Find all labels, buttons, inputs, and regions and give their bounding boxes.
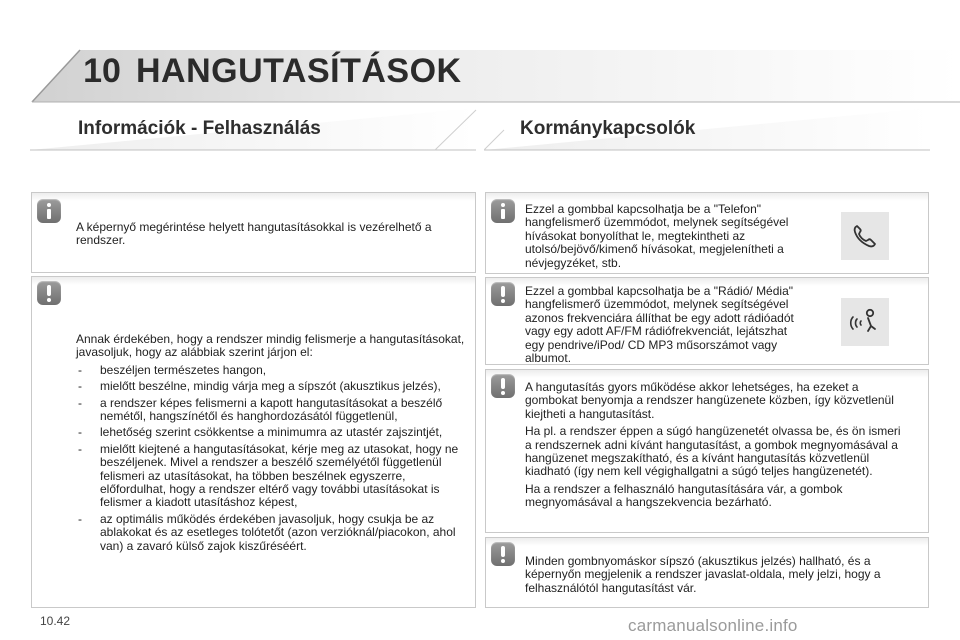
phone-icon (841, 212, 889, 260)
list-item: - az optimális működés érdekében javasoljuk, hogy csukja be az ablakokat és az esetleges tolótetőt (azon verzióknál/piacokon, ahol van) a zavaró külső zajok kiszűréséért. (76, 513, 472, 553)
voice-command-icon (841, 298, 889, 346)
paragraph: Ha pl. a rendszer éppen a súgó hangüzenetét olvassa be, és ön ismeri a rendszernek adni kívánt hangutasítást, a gombok megnyomásával a hangüzenet megszakítható, és a kívánt hangutasítás közvetlenül kiadható (így nem kell végighallgatni a súgó teljes hangüzenetét). (525, 424, 901, 479)
warning-box-beep (485, 537, 929, 608)
recognition-list (76, 364, 472, 553)
warning-icon (37, 281, 61, 305)
page-number: 10.42 (40, 614, 71, 628)
info-icon (37, 199, 61, 223)
info-box-touch-text: A képernyő megérintése helyett hangutasításokkal is vezérelhető a rendszer. (76, 220, 432, 248)
list-item: - lehetőség szerint csökkentse a minimumra az utastér zajszintjét, (76, 426, 472, 439)
section-title-info: Információk - Felhasználás (78, 118, 321, 139)
info-box-phone-text: Ezzel a gombbal kapcsolhatja be a "Telefon" hangfelismerő üzemmódot, melynek segítségével hívásokat bonyolíthat le, megtekintheti az utolsó/bejövő/kimenő hívásokat, megjelenítheti a névjegyzéket, stb. (525, 202, 789, 270)
info-icon (491, 199, 515, 223)
info-box-touch (31, 192, 476, 273)
list-item: - beszéljen természetes hangon, (76, 364, 472, 377)
watermark: carmanualsonline.info (628, 616, 798, 635)
section-title-steering: Kormánykapcsolók (520, 118, 696, 139)
page-title: HANGUTASÍTÁSOK (136, 52, 462, 90)
recognition-tips (76, 333, 472, 556)
beep-text: Minden gombnyomáskor sípszó (akusztikus jelzés) hallható, és a képernyőn megjelenik a rendszer javaslat-oldala, mely jelzi, hogy a felhasználótól hangutasítást vár. (525, 554, 881, 595)
quick-operation-text (525, 381, 907, 514)
list-item: - mielőtt beszélne, mindig várja meg a sípszót (akusztikus jelzés), (76, 380, 472, 393)
list-item: - a rendszer képes felismerni a kapott hangutasításokat a beszélő nemétől, hangszínétől és hanghordozásától függetlenül, (76, 397, 472, 424)
info-box-radio-text: Ezzel a gombbal kapcsolhatja be a "Rádió/ Média" hangfelismerő üzemmódot, melynek segítségével azonos frekvenciára állíthat be egy adott rádióadót vagy egy adott AF/FM rádiófrekvenciát, lejátszhat egy pendrive/iPod/ CD MP3 műsorszámot vagy albumot. (525, 284, 794, 366)
section-tab-steering (484, 108, 932, 152)
section-tab-info (30, 108, 478, 152)
warning-box-recognition (31, 276, 476, 608)
info-box-quick-operation (485, 369, 929, 533)
paragraph: A hangutasítás gyors működése akkor lehetséges, ha ezeket a gombokat benyomja a rendszer hangüzenete közben, így közvetlenül kiejtheti a hangutasítást. (525, 380, 894, 421)
chapter-number: 10 (83, 52, 121, 90)
list-item: - mielőtt kiejtené a hangutasításokat, kérje meg az utasokat, hogy ne beszéljenek. Mivel a rendszer a beszélő személyétől függetlenül felismeri az utasításokat, ha többen beszélnek egyszerre, előfordulhat, hogy a rendszer eltérő vagy további utasításokat is felismer a kiadott utasításhoz képest, (76, 443, 472, 510)
paragraph: Ha a rendszer a felhasználó hangutasítására vár, a gombok megnyomásával a hangszekvencia bezárható. (525, 481, 843, 510)
info-box-phone (485, 192, 929, 274)
warning-icon (491, 542, 515, 566)
warning-icon (491, 374, 515, 398)
info-box-radio (485, 277, 929, 365)
warning-icon (491, 282, 515, 306)
recognition-intro: Annak érdekében, hogy a rendszer mindig felismerje a hangutasításokat, javasoljuk, hogy az alábbiak szerint járjon el: (76, 332, 465, 360)
